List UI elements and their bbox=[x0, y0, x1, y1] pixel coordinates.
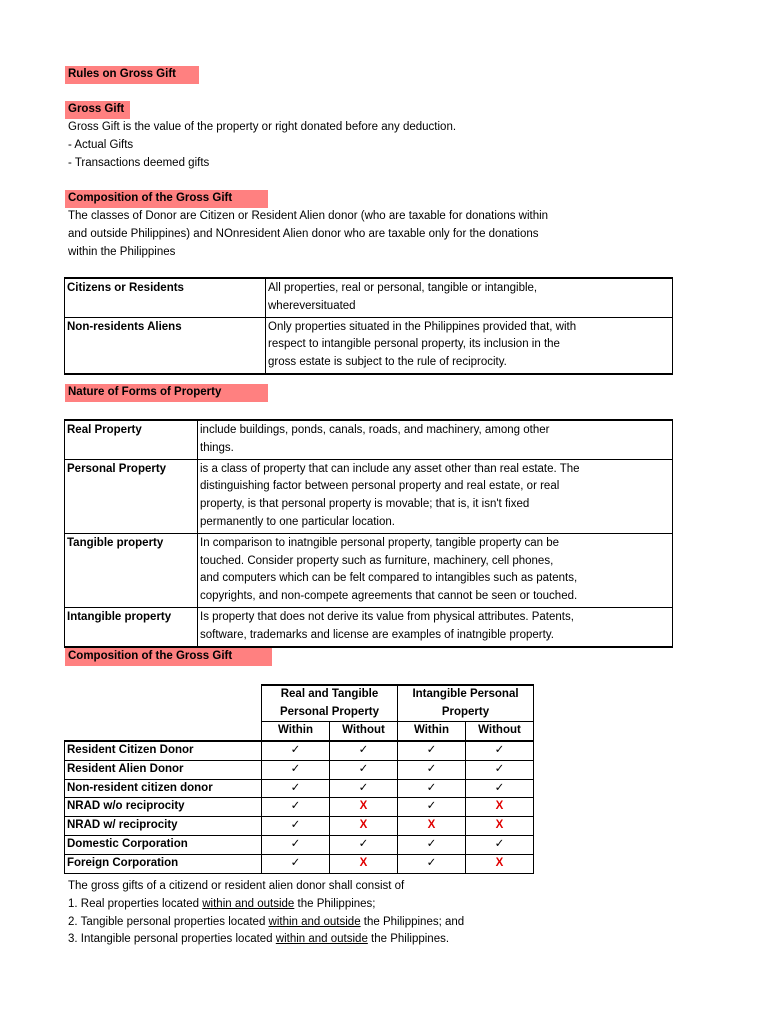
donor-class-table bbox=[64, 277, 673, 375]
table-cell-label: Intangible property bbox=[65, 607, 198, 646]
table-row bbox=[65, 459, 673, 533]
check-mark: ✓ bbox=[398, 779, 466, 798]
table-row bbox=[65, 854, 534, 873]
closing-intro: The gross gifts of a citizend or resident alien donor shall consist of bbox=[68, 880, 405, 892]
cross-mark: X bbox=[330, 854, 398, 873]
group-header-intangible: Intangible Personal Property bbox=[398, 685, 534, 722]
table-cell-label: Personal Property bbox=[65, 459, 198, 533]
check-mark: ✓ bbox=[398, 835, 466, 854]
group-header-tangible: Real and Tangible Personal Property bbox=[262, 685, 398, 722]
list-item: 3. Intangible personal properties located within and outside the Philippines. bbox=[68, 933, 450, 946]
check-mark: ✓ bbox=[262, 817, 330, 836]
cross-mark: X bbox=[466, 817, 534, 836]
table-row bbox=[65, 760, 534, 779]
closing-paragraph bbox=[68, 878, 464, 949]
check-mark: ✓ bbox=[398, 741, 466, 760]
check-mark: ✓ bbox=[262, 854, 330, 873]
list-item: 1. Real properties located within and outside the Philippines; bbox=[68, 897, 376, 910]
table-row bbox=[65, 835, 534, 854]
paragraph-line: within the Philippines bbox=[68, 245, 176, 258]
table-cell-label: Real Property bbox=[65, 420, 198, 459]
table-cell-desc: Only properties situated in the Philippines provided that, with respect to intangible personal property, its inclusion in the gross estate is subject to the rule of reciprocity. bbox=[266, 317, 673, 374]
gross-gift-matrix bbox=[64, 684, 534, 874]
table-cell-desc: include buildings, ponds, canals, roads, and machinery, among other things. bbox=[198, 420, 673, 459]
column-within: Within bbox=[262, 722, 330, 741]
donor-label: NRAD w/ reciprocity bbox=[65, 817, 262, 836]
cross-mark: X bbox=[466, 798, 534, 817]
check-mark: ✓ bbox=[398, 760, 466, 779]
gross-gift-body bbox=[68, 119, 456, 172]
composition-matrix-heading: Composition of the Gross Gift bbox=[65, 648, 272, 666]
cross-mark: X bbox=[330, 798, 398, 817]
table-row bbox=[65, 533, 673, 607]
check-mark: ✓ bbox=[330, 760, 398, 779]
table-row bbox=[65, 741, 534, 760]
donor-label: Non-resident citizen donor bbox=[65, 779, 262, 798]
gross-gift-text: Gross Gift is the value of the property or right donated before any deduction. bbox=[68, 121, 457, 133]
table-row bbox=[65, 685, 534, 722]
check-mark: ✓ bbox=[466, 760, 534, 779]
table-cell-desc: Is property that does not derive its value from physical attributes. Patents, software, trademarks and license are examples of inatngible property. bbox=[198, 607, 673, 646]
page-title: Rules on Gross Gift bbox=[65, 66, 199, 84]
property-nature-table bbox=[64, 419, 673, 648]
table-cell-label: Tangible property bbox=[65, 533, 198, 607]
table-cell-desc: In comparison to inatngible personal property, tangible property can be touched. Consider property such as furniture, machinery, cell phones, and computers which can be felt compared to intangibles such as patents, copyrights, and non-compete agreements that cannot be seen or touched. bbox=[198, 533, 673, 607]
donor-label: Foreign Corporation bbox=[65, 854, 262, 873]
check-mark: ✓ bbox=[466, 835, 534, 854]
composition-paragraph bbox=[68, 208, 548, 261]
check-mark: ✓ bbox=[262, 798, 330, 817]
paragraph-line: and outside Philippines) and NOnresident Alien donor who are taxable only for the donations bbox=[68, 227, 539, 240]
table-row bbox=[65, 722, 534, 741]
check-mark: ✓ bbox=[330, 779, 398, 798]
table-row bbox=[65, 278, 673, 317]
check-mark: ✓ bbox=[398, 854, 466, 873]
cross-mark: X bbox=[398, 817, 466, 836]
paragraph-line: The classes of Donor are Citizen or Resident Alien donor (who are taxable for donations within bbox=[68, 210, 549, 222]
check-mark: ✓ bbox=[398, 798, 466, 817]
table-cell-label: Non-residents Aliens bbox=[65, 317, 266, 374]
cross-mark: X bbox=[466, 854, 534, 873]
matrix-corner bbox=[65, 685, 262, 722]
column-without: Without bbox=[466, 722, 534, 741]
donor-label: Resident Citizen Donor bbox=[65, 741, 262, 760]
check-mark: ✓ bbox=[262, 741, 330, 760]
list-item: - Transactions deemed gifts bbox=[68, 156, 210, 169]
column-within: Within bbox=[398, 722, 466, 741]
table-row bbox=[65, 798, 534, 817]
table-cell-desc: is a class of property that can include any asset other than real estate. The distinguishing factor between personal property and real estate, or real property, is that personal property is movable; that is, it isn't fixed permanently to one particular location. bbox=[198, 459, 673, 533]
list-item: - Actual Gifts bbox=[68, 138, 134, 151]
gross-gift-heading: Gross Gift bbox=[65, 101, 130, 119]
table-row bbox=[65, 607, 673, 646]
composition-heading: Composition of the Gross Gift bbox=[65, 190, 268, 208]
column-without: Without bbox=[330, 722, 398, 741]
check-mark: ✓ bbox=[262, 760, 330, 779]
table-row bbox=[65, 317, 673, 374]
check-mark: ✓ bbox=[262, 779, 330, 798]
list-item: 2. Tangible personal properties located within and outside the Philippines; and bbox=[68, 915, 465, 928]
donor-label: NRAD w/o reciprocity bbox=[65, 798, 262, 817]
check-mark: ✓ bbox=[262, 835, 330, 854]
donor-label: Resident Alien Donor bbox=[65, 760, 262, 779]
check-mark: ✓ bbox=[466, 779, 534, 798]
table-cell-desc: All properties, real or personal, tangible or intangible, whereversituated bbox=[266, 278, 673, 317]
table-row bbox=[65, 779, 534, 798]
table-cell-label: Citizens or Residents bbox=[65, 278, 266, 317]
table-row bbox=[65, 420, 673, 459]
check-mark: ✓ bbox=[330, 835, 398, 854]
cross-mark: X bbox=[330, 817, 398, 836]
nature-heading: Nature of Forms of Property bbox=[65, 384, 268, 402]
donor-label: Domestic Corporation bbox=[65, 835, 262, 854]
table-row bbox=[65, 817, 534, 836]
check-mark: ✓ bbox=[466, 741, 534, 760]
check-mark: ✓ bbox=[330, 741, 398, 760]
